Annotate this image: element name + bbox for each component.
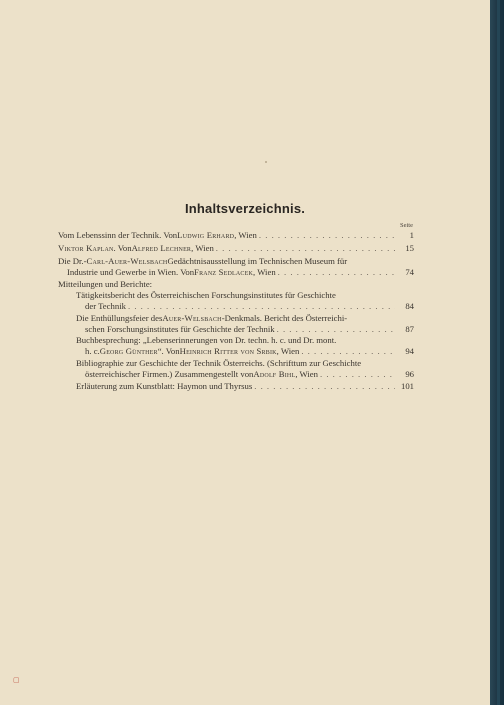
- entry-page-number: 96: [405, 369, 414, 379]
- entry-author: Carl-Auer-Welsbach: [86, 256, 168, 266]
- entry-page-number: 74: [405, 267, 414, 277]
- entry-text: h. c.: [85, 346, 100, 356]
- entry-text: , Wien: [191, 243, 214, 253]
- entry-author: Heinrich Ritter von Srbik: [179, 346, 277, 356]
- entry-text: -Denkmals. Bericht des Österreichi-: [221, 313, 348, 323]
- entry-text: Bibliographie zur Geschichte der Technik Österreichs. (Schrifttum zur Geschichte: [76, 358, 362, 368]
- leader-dots: [216, 243, 395, 254]
- toc-entry: [76, 313, 414, 335]
- entry-text: . Von: [113, 243, 132, 253]
- entry-author: Adolf Bihl: [253, 369, 296, 379]
- toc-entry: [76, 335, 414, 357]
- entry-text: “. Von: [157, 346, 180, 356]
- entry-author: Franz Sedlacek: [194, 267, 254, 277]
- entry-text: Die Enthüllungsfeier des: [76, 313, 163, 323]
- leader-dots: [320, 369, 395, 380]
- entry-text: der Technik: [85, 301, 126, 311]
- entry-text: österreichischer Firmen.) Zusammengestellt von: [85, 369, 254, 379]
- entry-text: Industrie und Gewerbe in Wien. Von: [67, 267, 195, 277]
- entry-text: schen Forschungsinstitutes für Geschichte der Technik: [85, 324, 275, 334]
- leader-dots: [277, 324, 395, 335]
- entry-page-number: 87: [405, 324, 414, 334]
- entry-page-number: 101: [400, 381, 414, 391]
- binding-strip: [497, 0, 500, 705]
- entry-page-number: 94: [405, 346, 414, 356]
- entry-text: Erläuterung zum Kunstblatt: Haymon und Thyrsus: [76, 381, 253, 391]
- leader-dots: [301, 346, 395, 357]
- corner-mark: ▢: [13, 677, 20, 684]
- toc-section-heading: [58, 279, 414, 290]
- entry-text: , Wien: [295, 369, 318, 379]
- entry-author: Auer-Welsbach: [162, 313, 222, 323]
- entry-author: Alfred Lechner: [131, 243, 192, 253]
- entry-author: Viktor Kaplan: [58, 243, 114, 253]
- entry-page-number: 15: [405, 243, 414, 253]
- toc-entry: [58, 243, 414, 254]
- leader-dots: [259, 230, 395, 241]
- entry-page-number: 84: [405, 301, 414, 311]
- leader-dots: [278, 267, 395, 278]
- entry-text: , Wien: [253, 267, 276, 277]
- entry-text: Gedächtnisausstellung im Technischen Museum für: [167, 256, 348, 266]
- entry-author: Ludwig Erhard: [177, 230, 235, 240]
- section-label: Mitteilungen und Berichte:: [58, 279, 153, 289]
- entry-text: , Wien: [276, 346, 300, 356]
- toc-entry: [58, 256, 414, 278]
- page-column-header: Seite: [400, 222, 413, 229]
- toc-entry: [76, 381, 414, 392]
- entry-text: Tätigkeitsbericht des Österreichischen Forschungsinstitutes für Geschichte: [76, 290, 336, 300]
- leader-dots: [128, 301, 395, 312]
- toc-entry: [58, 230, 414, 241]
- entry-text: Die Dr.-: [58, 256, 87, 266]
- entry-text: Buchbesprechung: „Lebenserinnerungen von Dr. techn. h. c. und Dr. mont.: [76, 335, 337, 345]
- leader-dots: [254, 381, 395, 392]
- entry-text: Vom Lebenssinn der Technik. Von: [58, 230, 178, 240]
- entry-author: Georg Günther: [99, 346, 158, 356]
- entry-text: , Wien: [234, 230, 257, 240]
- entry-page-number: 1: [409, 230, 414, 240]
- toc-entry: [76, 358, 414, 380]
- toc-title: Inhaltsverzeichnis.: [184, 201, 306, 216]
- toc-entry: [76, 290, 414, 312]
